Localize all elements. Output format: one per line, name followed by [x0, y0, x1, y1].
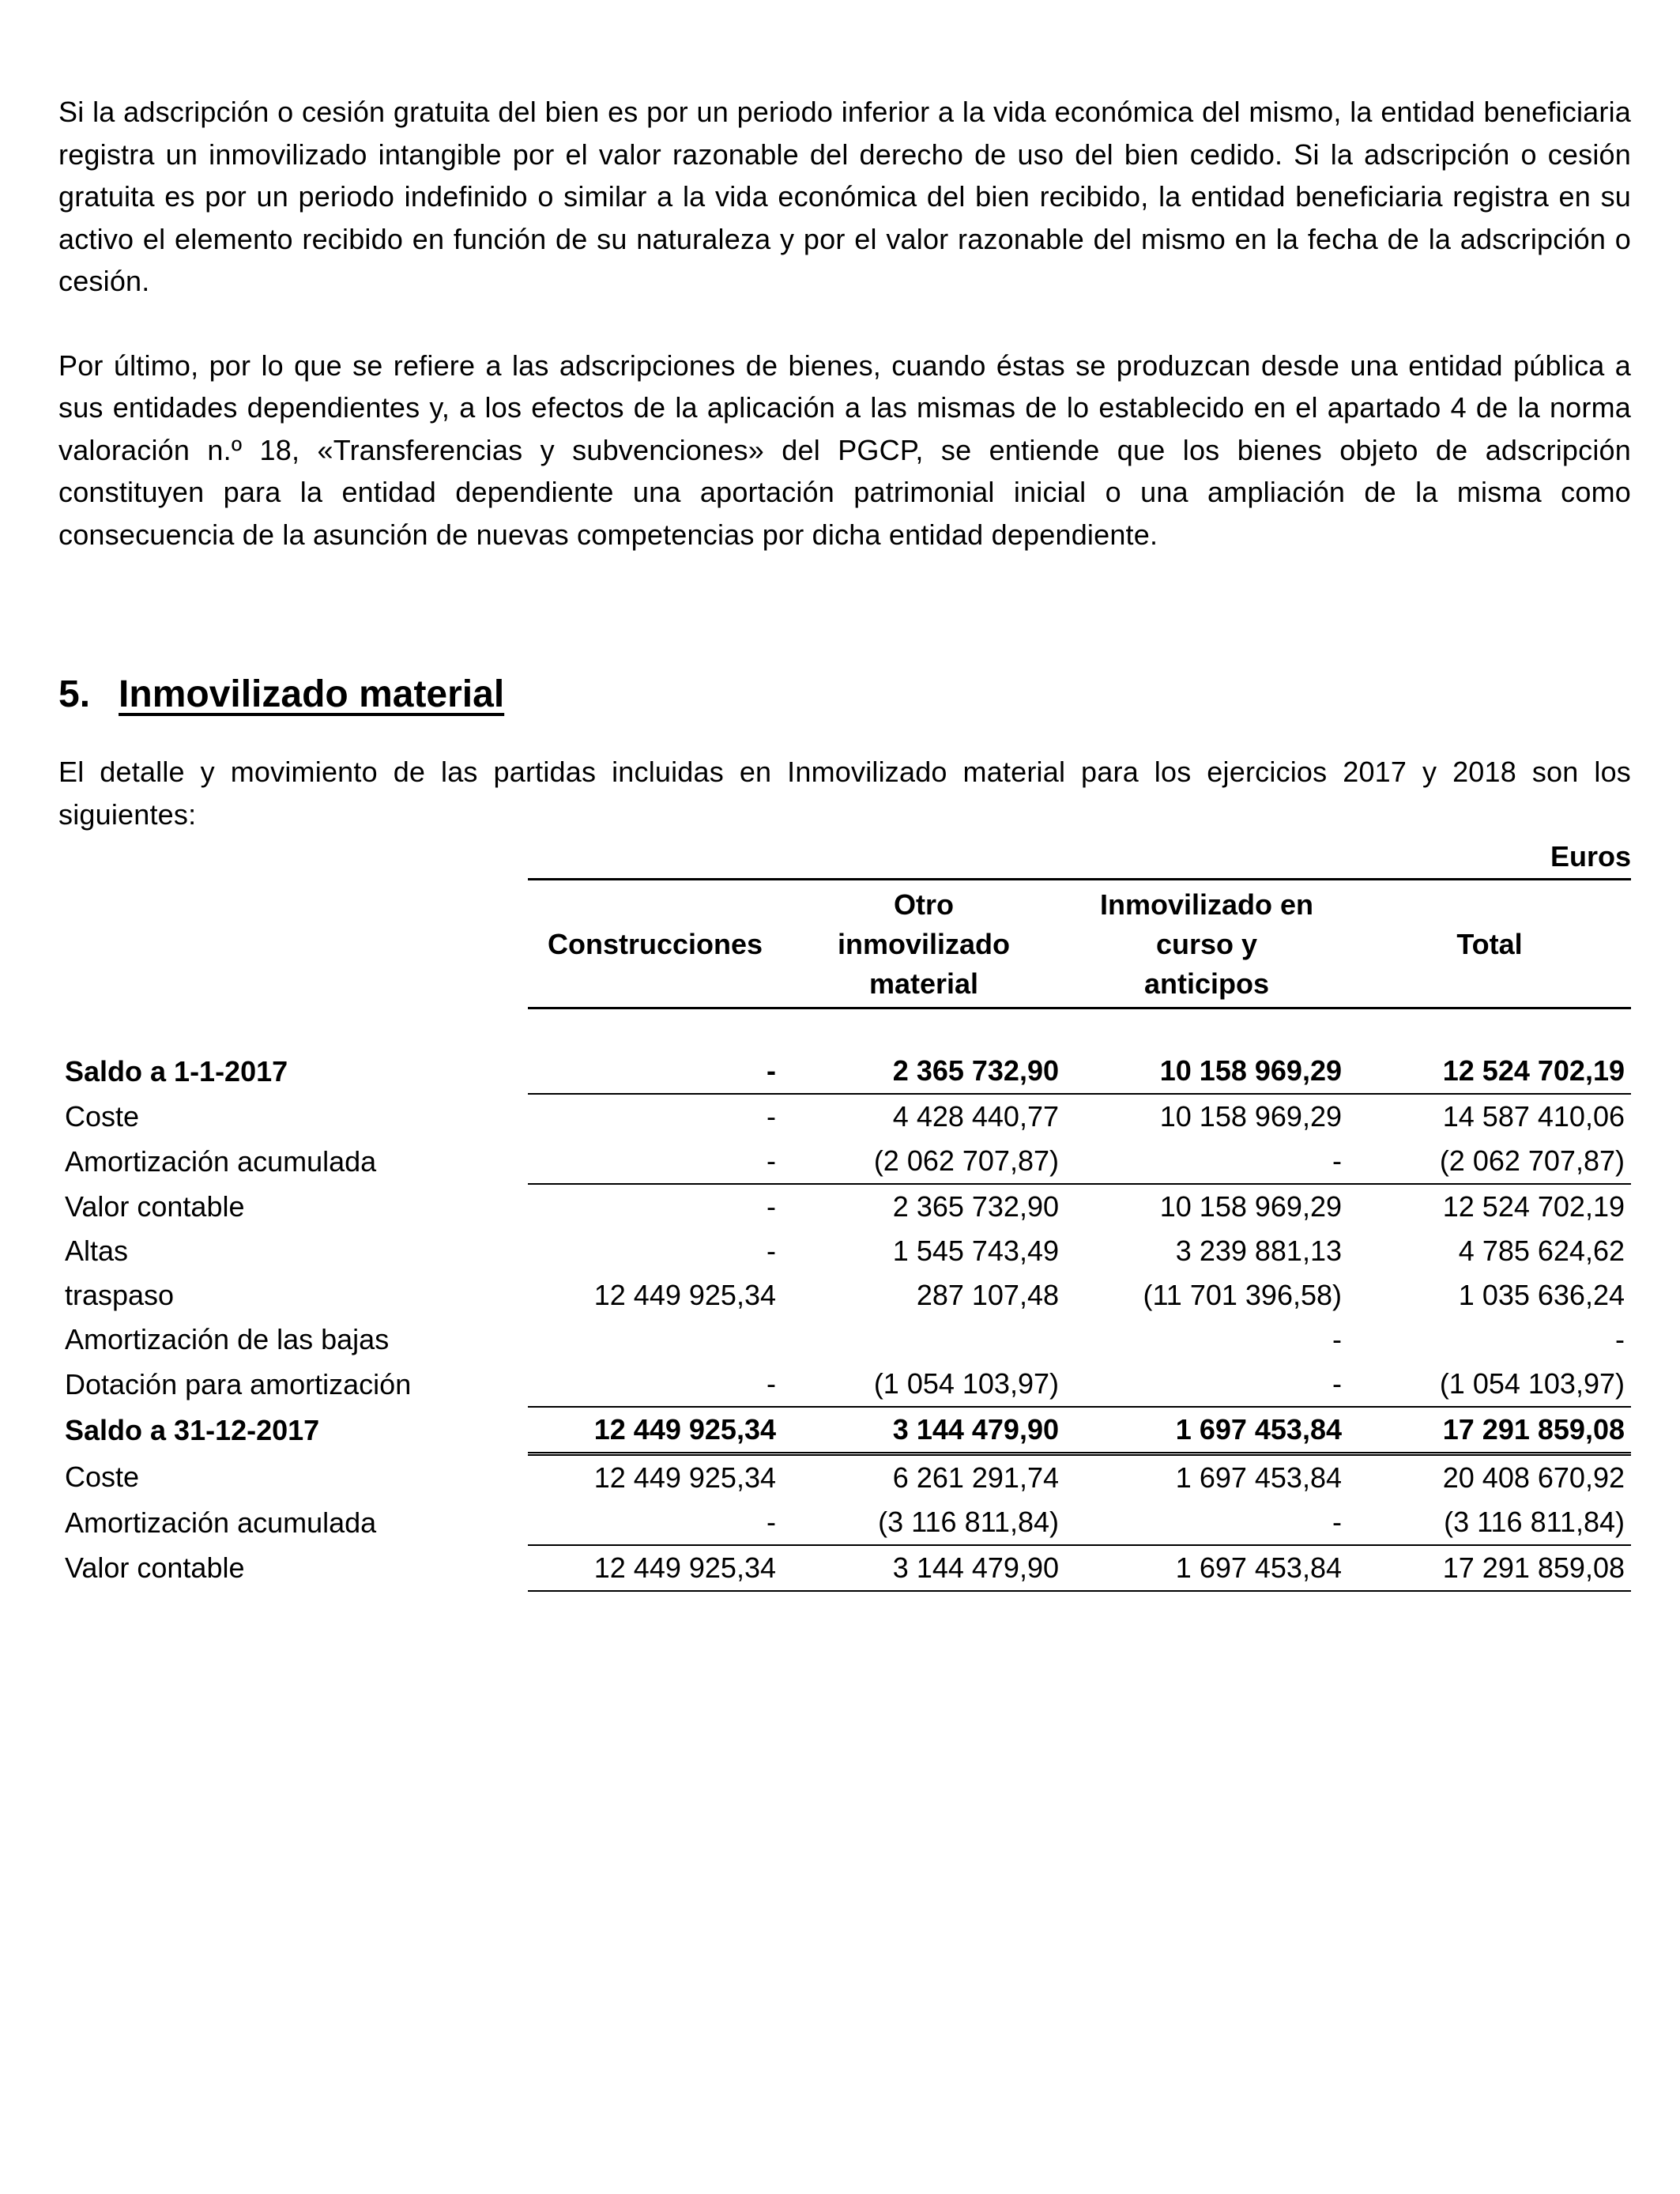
row-value: 12 449 925,34 — [528, 1407, 782, 1454]
header-otro-inmovilizado: Otro inmovilizado material — [782, 880, 1065, 1008]
paragraph-ultimo: Por último, por lo que se refiere a las adscripciones de bienes, cuando éstas se produzcan desde una entidad pública a sus entidades dependientes y, a los efectos de la aplicación a las mismas de lo establecido en el apartado 4 de la norma valoración n.º 18, «Transferencias y subvenciones» del PGCP, se entiende que los bienes objeto de adscripción constituyen para la entidad dependiente una aportación patrimonial inicial o una ampliación de la misma como consecuencia de la asunción de nuevas competencias por dicha entidad dependiente. — [58, 349, 1631, 551]
section-intro: El detalle y movimiento de las partidas incluidas en Inmovilizado material para los ejercicios 2017 y 2018 son los siguientes: — [58, 756, 1631, 831]
row-label: Amortización acumulada — [65, 1144, 377, 1178]
row-value: 12 449 925,34 — [593, 1279, 776, 1311]
row-value: (1 054 103,97) — [1348, 1362, 1631, 1407]
row-value: 12 449 925,34 — [528, 1545, 782, 1591]
row-value: - — [1332, 1323, 1342, 1355]
row-label: Amortización acumulada — [65, 1506, 377, 1539]
row-value: 12 524 702,19 — [1442, 1190, 1625, 1223]
row-value: 4 428 440,77 — [892, 1100, 1059, 1133]
header-total: Total — [1348, 880, 1631, 1008]
row-value — [528, 1318, 782, 1362]
row-value: - — [528, 1500, 782, 1545]
row-value — [782, 1318, 1065, 1362]
table-row — [58, 1184, 1631, 1229]
row-value: 12 524 702,19 — [1348, 1049, 1631, 1094]
row-value: 10 158 969,29 — [1159, 1100, 1342, 1133]
paragraph-adscripcion: Si la adscripción o cesión gratuita del bien es por un periodo inferior a la vida económica del mismo, la entidad beneficiaria registra un inmovilizado intangible por el valor razonable del derecho de uso del bien cedido. Si la adscripción o cesión gratuita es por un periodo indefinido o similar a la vida económica del bien recibido, la entidad beneficiaria registra en su activo el elemento recibido en función de su naturaleza y por el valor razonable del mismo en la fecha de la adscripción o cesión. — [58, 96, 1631, 297]
header-construcciones: Construcciones — [528, 880, 782, 1008]
row-value: 3 239 881,13 — [1175, 1235, 1342, 1267]
row-value: - — [1065, 1362, 1348, 1407]
row-label: Amortización de las bajas — [65, 1323, 390, 1355]
row-value: 287 107,48 — [916, 1279, 1059, 1311]
inmovilizado-material-table — [58, 878, 1631, 1592]
table-row — [58, 1229, 1631, 1273]
row-value: 6 261 291,74 — [892, 1461, 1059, 1494]
header-inmovilizado-curso: Inmovilizado en curso y anticipos — [1065, 880, 1348, 1008]
section-number: 5. — [58, 673, 91, 715]
row-value: 1 697 453,84 — [1175, 1461, 1342, 1494]
row-value: (2 062 707,87) — [1348, 1139, 1631, 1184]
row-label: Coste — [65, 1099, 140, 1133]
section-heading — [58, 673, 1631, 716]
table-row — [58, 1362, 1631, 1407]
row-value: - — [528, 1362, 782, 1407]
table-body — [58, 1008, 1631, 1592]
row-value: (3 116 811,84) — [1348, 1500, 1631, 1545]
row-label: Dotación para amortización — [65, 1367, 412, 1400]
movement-table-container — [58, 835, 1631, 1592]
row-value: 2 365 732,90 — [892, 1190, 1059, 1223]
row-value: 14 587 410,06 — [1442, 1100, 1625, 1133]
row-value: (11 701 396,58) — [1143, 1279, 1342, 1311]
document-page — [58, 91, 1631, 1592]
row-value: 1 035 636,24 — [1458, 1279, 1625, 1311]
row-value: 3 144 479,90 — [782, 1407, 1065, 1454]
table-row — [58, 1545, 1631, 1591]
row-label: Coste — [65, 1460, 140, 1493]
row-value: 1 697 453,84 — [1065, 1407, 1348, 1454]
table-row — [58, 1318, 1631, 1362]
row-value: 10 158 969,29 — [1065, 1049, 1348, 1094]
row-label: traspaso — [65, 1279, 175, 1311]
table-row — [58, 1139, 1631, 1184]
table-row — [58, 1454, 1631, 1501]
header-empty — [58, 880, 528, 1008]
row-value: 3 144 479,90 — [782, 1545, 1065, 1591]
row-label: Valor contable — [65, 1189, 245, 1223]
row-value: 17 291 859,08 — [1348, 1545, 1631, 1591]
table-row — [58, 1500, 1631, 1545]
currency-unit: Euros — [1550, 840, 1631, 873]
row-value: 2 365 732,90 — [782, 1049, 1065, 1094]
row-value: 12 449 925,34 — [593, 1461, 776, 1494]
row-value: - — [767, 1235, 776, 1267]
table-row — [58, 1049, 1631, 1094]
row-value: 4 785 624,62 — [1458, 1235, 1625, 1267]
row-value: - — [1065, 1500, 1348, 1545]
row-value: 1 697 453,84 — [1065, 1545, 1348, 1591]
table-row — [58, 1094, 1631, 1139]
row-value: (2 062 707,87) — [782, 1139, 1065, 1184]
row-value: 1 545 743,49 — [892, 1235, 1059, 1267]
row-value: - — [767, 1190, 776, 1223]
row-label: Saldo a 1-1-2017 — [65, 1054, 288, 1088]
row-value: 10 158 969,29 — [1159, 1190, 1342, 1223]
table-row — [58, 1407, 1631, 1454]
row-value: (3 116 811,84) — [782, 1500, 1065, 1545]
table-row — [58, 1273, 1631, 1318]
row-value: - — [528, 1049, 782, 1094]
row-label: Altas — [65, 1235, 129, 1267]
row-value: - — [767, 1100, 776, 1133]
row-label: Valor contable — [65, 1551, 245, 1584]
row-value: - — [1615, 1323, 1625, 1355]
row-value: - — [528, 1139, 782, 1184]
row-label: Saldo a 31-12-2017 — [65, 1413, 320, 1446]
row-value: 17 291 859,08 — [1348, 1407, 1631, 1454]
row-value: - — [1065, 1139, 1348, 1184]
section-title: Inmovilizado material — [119, 673, 505, 715]
row-value: 20 408 670,92 — [1442, 1461, 1625, 1494]
row-value: (1 054 103,97) — [782, 1362, 1065, 1407]
